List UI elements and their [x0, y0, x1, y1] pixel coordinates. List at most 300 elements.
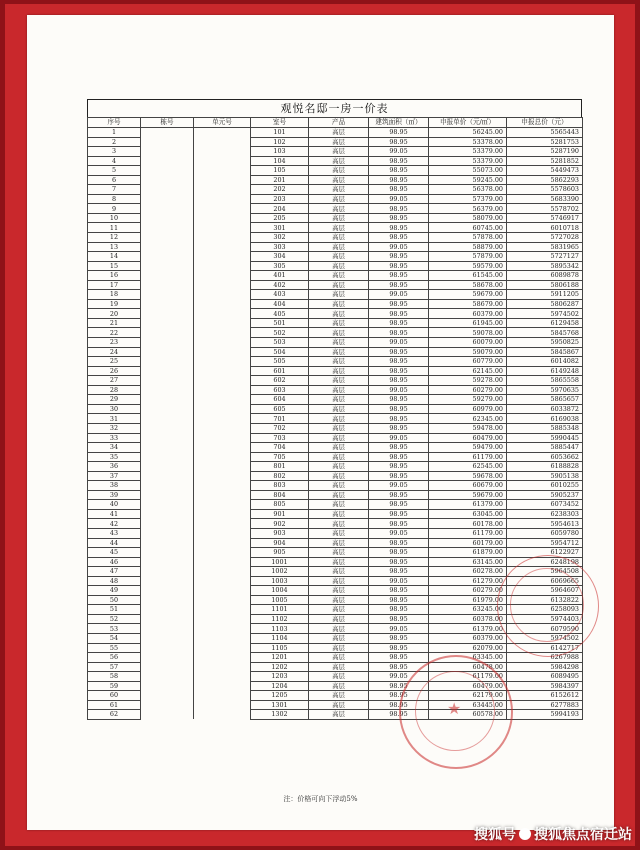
cell-room: 1201	[251, 653, 309, 663]
table-row	[88, 290, 583, 300]
cell-total-price: 6277883	[507, 700, 583, 710]
table-row	[88, 299, 583, 309]
cell-unit-price: 57379.00	[429, 194, 507, 204]
table-row	[88, 357, 583, 367]
cell-unit	[194, 605, 251, 615]
cell-total-price: 6248198	[507, 557, 583, 567]
cell-total-price: 5746917	[507, 213, 583, 223]
table-row	[88, 614, 583, 624]
table-row	[88, 471, 583, 481]
cell-unit	[194, 261, 251, 271]
cell-room: 205	[251, 213, 309, 223]
cell-seq: 17	[88, 280, 141, 290]
cell-unit-price: 59079.00	[429, 347, 507, 357]
cell-room: 1203	[251, 672, 309, 682]
table-row	[88, 271, 583, 281]
cell-building	[141, 519, 194, 529]
cell-building	[141, 242, 194, 252]
cell-product: 高层	[309, 528, 369, 538]
table-row	[88, 500, 583, 510]
cell-unit-price: 60478.00	[429, 662, 507, 672]
cell-product: 高层	[309, 567, 369, 577]
cell-unit-price: 63445.00	[429, 700, 507, 710]
cell-room: 904	[251, 538, 309, 548]
cell-unit	[194, 414, 251, 424]
cell-area: 98.95	[369, 681, 429, 691]
cell-unit-price: 60479.00	[429, 681, 507, 691]
cell-area: 98.95	[369, 538, 429, 548]
cell-seq: 55	[88, 643, 141, 653]
cell-building	[141, 662, 194, 672]
cell-unit-price: 55073.00	[429, 166, 507, 176]
cell-unit	[194, 137, 251, 147]
cell-building	[141, 462, 194, 472]
cell-area: 98.95	[369, 357, 429, 367]
cell-area: 98.95	[369, 137, 429, 147]
cell-building	[141, 576, 194, 586]
cell-unit-price: 62179.00	[429, 691, 507, 701]
cell-seq: 37	[88, 471, 141, 481]
cell-product: 高层	[309, 347, 369, 357]
cell-unit-price: 60745.00	[429, 223, 507, 233]
cell-area: 98.95	[369, 710, 429, 720]
cell-building	[141, 557, 194, 567]
cell-product: 高层	[309, 204, 369, 214]
cell-product: 高层	[309, 557, 369, 567]
cell-product: 高层	[309, 194, 369, 204]
cell-unit	[194, 147, 251, 157]
cell-unit	[194, 299, 251, 309]
cell-product: 高层	[309, 700, 369, 710]
cell-room: 801	[251, 462, 309, 472]
cell-area: 98.95	[369, 452, 429, 462]
cell-room: 501	[251, 318, 309, 328]
cell-total-price: 5911205	[507, 290, 583, 300]
cell-total-price: 5862293	[507, 175, 583, 185]
cell-total-price: 5578603	[507, 185, 583, 195]
cell-seq: 62	[88, 710, 141, 720]
cell-room: 702	[251, 423, 309, 433]
cell-area: 98.95	[369, 500, 429, 510]
cell-area: 99.05	[369, 242, 429, 252]
cell-unit-price: 59078.00	[429, 328, 507, 338]
cell-area: 99.05	[369, 576, 429, 586]
cell-room: 602	[251, 376, 309, 386]
cell-area: 98.95	[369, 633, 429, 643]
table-row	[88, 624, 583, 634]
cell-room: 505	[251, 357, 309, 367]
cell-building	[141, 223, 194, 233]
cell-seq: 25	[88, 357, 141, 367]
cell-total-price: 5990445	[507, 433, 583, 443]
table-row	[88, 452, 583, 462]
cell-seq: 44	[88, 538, 141, 548]
cell-seq: 35	[88, 452, 141, 462]
cell-room: 1002	[251, 567, 309, 577]
cell-building	[141, 710, 194, 720]
cell-unit	[194, 404, 251, 414]
cell-room: 105	[251, 166, 309, 176]
table-row	[88, 137, 583, 147]
cell-product: 高层	[309, 185, 369, 195]
cell-building	[141, 653, 194, 663]
table-row	[88, 586, 583, 596]
cell-total-price: 5683390	[507, 194, 583, 204]
cell-unit-price: 53379.00	[429, 156, 507, 166]
cell-building	[141, 338, 194, 348]
cell-product: 高层	[309, 213, 369, 223]
cell-unit-price: 59279.00	[429, 395, 507, 405]
cell-seq: 30	[88, 404, 141, 414]
cell-area: 98.95	[369, 548, 429, 558]
cell-seq: 57	[88, 662, 141, 672]
cell-building	[141, 595, 194, 605]
cell-seq: 13	[88, 242, 141, 252]
cell-unit	[194, 242, 251, 252]
cell-building	[141, 213, 194, 223]
cell-room: 502	[251, 328, 309, 338]
cell-product: 高层	[309, 328, 369, 338]
table-row	[88, 653, 583, 663]
cell-room: 102	[251, 137, 309, 147]
table-row	[88, 385, 583, 395]
cell-area: 99.05	[369, 672, 429, 682]
cell-unit	[194, 653, 251, 663]
cell-unit-price: 61279.00	[429, 576, 507, 586]
table-row	[88, 128, 583, 138]
cell-unit-price: 59679.00	[429, 290, 507, 300]
cell-product: 高层	[309, 261, 369, 271]
cell-building	[141, 548, 194, 558]
cell-total-price: 5281753	[507, 137, 583, 147]
cell-total-price: 5905237	[507, 490, 583, 500]
cell-unit	[194, 385, 251, 395]
cell-total-price: 6079590	[507, 624, 583, 634]
cell-room: 1104	[251, 633, 309, 643]
cell-area: 98.95	[369, 328, 429, 338]
cell-seq: 2	[88, 137, 141, 147]
cell-seq: 36	[88, 462, 141, 472]
cell-seq: 4	[88, 156, 141, 166]
cell-unit-price: 63045.00	[429, 509, 507, 519]
cell-product: 高层	[309, 252, 369, 262]
cell-building	[141, 509, 194, 519]
cell-seq: 20	[88, 309, 141, 319]
cell-seq: 27	[88, 376, 141, 386]
cell-seq: 52	[88, 614, 141, 624]
cell-unit-price: 59678.00	[429, 471, 507, 481]
table-row	[88, 242, 583, 252]
cell-unit	[194, 318, 251, 328]
cell-seq: 42	[88, 519, 141, 529]
cell-total-price: 5974502	[507, 633, 583, 643]
cell-room: 703	[251, 433, 309, 443]
table-row	[88, 691, 583, 701]
cell-seq: 21	[88, 318, 141, 328]
cell-unit-price: 60279.00	[429, 586, 507, 596]
cell-room: 402	[251, 280, 309, 290]
cell-total-price: 6152612	[507, 691, 583, 701]
cell-unit-price: 60278.00	[429, 567, 507, 577]
cell-area: 98.95	[369, 443, 429, 453]
cell-product: 高层	[309, 147, 369, 157]
cell-room: 903	[251, 528, 309, 538]
cell-total-price: 5727028	[507, 233, 583, 243]
cell-seq: 53	[88, 624, 141, 634]
cell-building	[141, 147, 194, 157]
table-row	[88, 223, 583, 233]
cell-seq: 45	[88, 548, 141, 558]
cell-unit-price: 56379.00	[429, 204, 507, 214]
cell-unit-price: 63145.00	[429, 557, 507, 567]
cell-unit	[194, 509, 251, 519]
cell-area: 98.95	[369, 519, 429, 529]
cell-area: 98.95	[369, 643, 429, 653]
cell-unit-price: 61379.00	[429, 500, 507, 510]
table-row	[88, 490, 583, 500]
cell-unit	[194, 462, 251, 472]
cell-unit-price: 60179.00	[429, 538, 507, 548]
cell-seq: 5	[88, 166, 141, 176]
cell-unit-price: 60379.00	[429, 633, 507, 643]
cell-building	[141, 299, 194, 309]
cell-product: 高层	[309, 385, 369, 395]
cell-unit	[194, 576, 251, 586]
cell-building	[141, 156, 194, 166]
cell-seq: 39	[88, 490, 141, 500]
table-row	[88, 672, 583, 682]
cell-room: 103	[251, 147, 309, 157]
cell-product: 高层	[309, 586, 369, 596]
cell-product: 高层	[309, 309, 369, 319]
cell-total-price: 6073452	[507, 500, 583, 510]
cell-unit-price: 60479.00	[429, 433, 507, 443]
cell-seq: 58	[88, 672, 141, 682]
table-row	[88, 175, 583, 185]
cell-area: 98.95	[369, 423, 429, 433]
cell-unit-price: 62345.00	[429, 414, 507, 424]
cell-seq: 31	[88, 414, 141, 424]
cell-product: 高层	[309, 595, 369, 605]
cell-building	[141, 328, 194, 338]
cell-total-price: 5865657	[507, 395, 583, 405]
table-row	[88, 519, 583, 529]
cell-area: 98.95	[369, 223, 429, 233]
cell-unit	[194, 519, 251, 529]
cell-unit	[194, 700, 251, 710]
cell-seq: 32	[88, 423, 141, 433]
cell-unit	[194, 376, 251, 386]
header-cell: 申报单价（元/㎡）	[429, 118, 507, 128]
cell-building	[141, 490, 194, 500]
cell-unit	[194, 194, 251, 204]
table-row	[88, 567, 583, 577]
cell-unit-price: 60679.00	[429, 481, 507, 491]
table-row	[88, 557, 583, 567]
cell-area: 98.95	[369, 605, 429, 615]
cell-total-price: 5578702	[507, 204, 583, 214]
cell-seq: 28	[88, 385, 141, 395]
table-row	[88, 423, 583, 433]
cell-seq: 38	[88, 481, 141, 491]
cell-unit-price: 61979.00	[429, 595, 507, 605]
cell-product: 高层	[309, 175, 369, 185]
table-header-row	[88, 118, 583, 128]
cell-building	[141, 357, 194, 367]
cell-room: 1101	[251, 605, 309, 615]
cell-unit	[194, 643, 251, 653]
cell-seq: 8	[88, 194, 141, 204]
cell-unit	[194, 280, 251, 290]
cell-unit	[194, 624, 251, 634]
cell-room: 704	[251, 443, 309, 453]
cell-area: 98.95	[369, 318, 429, 328]
cell-unit-price: 61945.00	[429, 318, 507, 328]
cell-seq: 18	[88, 290, 141, 300]
cell-area: 98.95	[369, 414, 429, 424]
cell-room: 902	[251, 519, 309, 529]
cell-room: 202	[251, 185, 309, 195]
cell-product: 高层	[309, 481, 369, 491]
cell-area: 99.05	[369, 385, 429, 395]
cell-product: 高层	[309, 156, 369, 166]
cell-product: 高层	[309, 519, 369, 529]
cell-building	[141, 280, 194, 290]
cell-area: 98.95	[369, 347, 429, 357]
cell-unit	[194, 614, 251, 624]
cell-total-price: 5994193	[507, 710, 583, 720]
cell-area: 98.95	[369, 691, 429, 701]
cell-unit-price: 61379.00	[429, 624, 507, 634]
cell-room: 603	[251, 385, 309, 395]
cell-seq: 12	[88, 233, 141, 243]
cell-unit	[194, 156, 251, 166]
cell-unit-price: 59479.00	[429, 443, 507, 453]
cell-unit	[194, 672, 251, 682]
cell-total-price: 5905138	[507, 471, 583, 481]
cell-seq: 22	[88, 328, 141, 338]
cell-room: 204	[251, 204, 309, 214]
cell-total-price: 5885348	[507, 423, 583, 433]
cell-seq: 47	[88, 567, 141, 577]
table-row	[88, 194, 583, 204]
cell-total-price: 6053662	[507, 452, 583, 462]
cell-area: 99.05	[369, 624, 429, 634]
cell-product: 高层	[309, 710, 369, 720]
cell-unit	[194, 633, 251, 643]
cell-total-price: 5565443	[507, 128, 583, 138]
cell-unit-price: 59245.00	[429, 175, 507, 185]
cell-seq: 6	[88, 175, 141, 185]
cell-total-price: 5984397	[507, 681, 583, 691]
cell-unit	[194, 433, 251, 443]
cell-unit-price: 61179.00	[429, 672, 507, 682]
cell-seq: 61	[88, 700, 141, 710]
cell-product: 高层	[309, 490, 369, 500]
cell-room: 302	[251, 233, 309, 243]
cell-total-price: 6149248	[507, 366, 583, 376]
cell-unit-price: 58879.00	[429, 242, 507, 252]
cell-building	[141, 538, 194, 548]
cell-room: 104	[251, 156, 309, 166]
cell-room: 404	[251, 299, 309, 309]
sohu-logo-icon	[519, 828, 531, 840]
cell-total-price: 6129458	[507, 318, 583, 328]
cell-building	[141, 309, 194, 319]
table-row	[88, 318, 583, 328]
cell-seq: 34	[88, 443, 141, 453]
cell-area: 98.95	[369, 252, 429, 262]
cell-product: 高层	[309, 576, 369, 586]
cell-total-price: 5964607	[507, 586, 583, 596]
cell-product: 高层	[309, 548, 369, 558]
cell-seq: 56	[88, 653, 141, 663]
cell-room: 1003	[251, 576, 309, 586]
table-row	[88, 261, 583, 271]
cell-unit-price: 59679.00	[429, 490, 507, 500]
cell-seq: 59	[88, 681, 141, 691]
cell-area: 98.95	[369, 204, 429, 214]
header-cell: 产品	[309, 118, 369, 128]
cell-building	[141, 175, 194, 185]
price-table	[87, 117, 583, 720]
table-row	[88, 395, 583, 405]
cell-seq: 24	[88, 347, 141, 357]
cell-total-price: 6188828	[507, 462, 583, 472]
cell-product: 高层	[309, 662, 369, 672]
watermark-prefix: 搜狐号	[474, 827, 516, 843]
cell-total-price: 5964508	[507, 567, 583, 577]
cell-total-price: 6069665	[507, 576, 583, 586]
cell-area: 98.95	[369, 557, 429, 567]
cell-room: 305	[251, 261, 309, 271]
cell-unit	[194, 252, 251, 262]
cell-building	[141, 452, 194, 462]
cell-building	[141, 633, 194, 643]
cell-unit	[194, 338, 251, 348]
cell-room: 401	[251, 271, 309, 281]
cell-seq: 49	[88, 586, 141, 596]
cell-unit-price: 59478.00	[429, 423, 507, 433]
cell-room: 301	[251, 223, 309, 233]
cell-area: 98.95	[369, 309, 429, 319]
cell-area: 99.05	[369, 194, 429, 204]
cell-unit-price: 63245.00	[429, 605, 507, 615]
header-cell: 申报总价（元）	[507, 118, 583, 128]
cell-building	[141, 128, 194, 138]
cell-product: 高层	[309, 404, 369, 414]
cell-product: 高层	[309, 691, 369, 701]
cell-product: 高层	[309, 672, 369, 682]
cell-product: 高层	[309, 443, 369, 453]
cell-room: 805	[251, 500, 309, 510]
cell-room: 1301	[251, 700, 309, 710]
cell-area: 98.95	[369, 213, 429, 223]
cell-unit	[194, 271, 251, 281]
cell-seq: 51	[88, 605, 141, 615]
cell-room: 1205	[251, 691, 309, 701]
cell-area: 98.95	[369, 567, 429, 577]
cell-total-price: 6258093	[507, 605, 583, 615]
cell-unit-price: 53379.00	[429, 147, 507, 157]
watermark	[474, 824, 632, 844]
cell-unit-price: 57878.00	[429, 233, 507, 243]
table-row	[88, 462, 583, 472]
cell-room: 1202	[251, 662, 309, 672]
cell-product: 高层	[309, 423, 369, 433]
cell-area: 98.95	[369, 404, 429, 414]
cell-unit-price: 60378.00	[429, 614, 507, 624]
